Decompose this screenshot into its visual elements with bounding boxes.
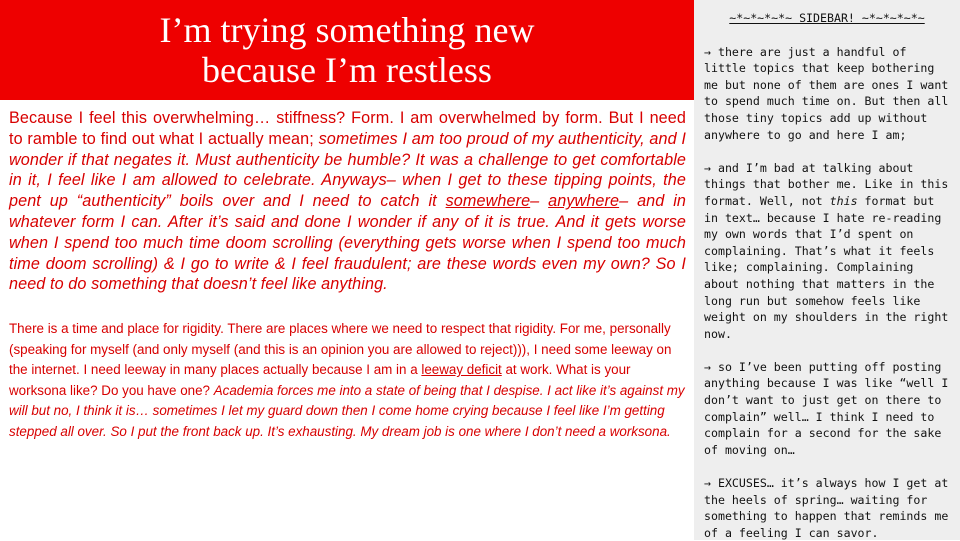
sidebar-item xyxy=(704,359,950,459)
text-run: at work. What is your worksona like? Do you have one? xyxy=(9,362,631,398)
text-run: leeway deficit xyxy=(421,362,502,378)
text-run: → there are just a handful of little topics that keep bothering me but none of them are ones I want to spend much time on. But then all those tiny topics add up without anywhere to go and here I am; xyxy=(704,44,949,142)
text-run: sometimes I am too proud of my authenticity, and I wonder if that negates it. Must authenticity be humble? It was a challenge to get comfortable in it, I feel like I am allowed to celebrate. Anyways– when I get to these tipping points, the pent up “authenticity” boils over and I need to catch it xyxy=(9,129,687,211)
text-run: Because I feel this overwhelming… stiffness? Form. I am overwhelmed by form. But I need to ramble to find out what I actually mean; xyxy=(9,109,686,148)
text-run: – xyxy=(530,192,549,211)
title-line-1: I’m trying something new xyxy=(159,10,535,50)
sidebar xyxy=(694,0,960,540)
paragraph-2 xyxy=(9,319,686,442)
text-run: → and I’m bad at talking about things that bother me. Like in this format. Well, not xyxy=(704,160,949,208)
text-run: – and in whatever form I can. After it’s said and done I wonder if any of it is true. And it gets worse when I spend too much time doom scrolling (everything gets worse when I spend too much time doom scrolling) & I go to write & I feel fraudulent; are these words even my own? So I need to do something that doesn’t feel like anything. xyxy=(9,192,687,294)
text-run: this xyxy=(829,193,858,208)
text-run: → EXCUSES… it’s always how I get at the heels of spring… waiting for something to happen that reminds me of a feeling I can savor. xyxy=(704,476,949,540)
main-text xyxy=(9,108,686,442)
text-run: Academia forces me into a state of being that I despise. I act like it’s against my will but no, I think it is… sometimes I let my guard down then I come home crying because I feel like I’m getting stepped all over. So I put the front back up. It’s exhausting. My dream job is one where I don’t need a worksona. xyxy=(9,382,685,439)
sidebar-heading: ~*~*~*~*~ SIDEBAR! ~*~*~*~*~ xyxy=(729,11,925,25)
sidebar-item xyxy=(704,160,950,343)
sidebar-items xyxy=(704,44,950,541)
sidebar-item xyxy=(704,475,950,541)
text-run: anywhere xyxy=(548,192,620,211)
text-run: There is a time and place for rigidity. There are places where we need to respect that rigidity. For me, personally (speaking for myself (and only myself (and this is an opinion you are allowed to reject))), I need some leeway on the internet. I need leeway in many places actually because I am in a xyxy=(9,321,672,378)
text-run: somewhere xyxy=(445,192,531,211)
text-run: format but in text… because I hate re-reading my own words that I’d spent on complaining. That’s what it feels like; complaining. Complaining about nothing that matters in the long run but somehow feels like weight on my shoulders in the right now. xyxy=(704,193,949,341)
sidebar-item xyxy=(704,44,950,144)
text-run: → so I’ve been putting off posting anything because I was like “well I don’t want to just get on there to complain” well… I think I need to complain for a second for the sake of moving on… xyxy=(704,359,949,457)
title-line-2: because I’m restless xyxy=(202,50,492,90)
paragraph-1 xyxy=(9,108,686,295)
title-banner xyxy=(0,0,694,100)
page-title xyxy=(160,10,535,90)
